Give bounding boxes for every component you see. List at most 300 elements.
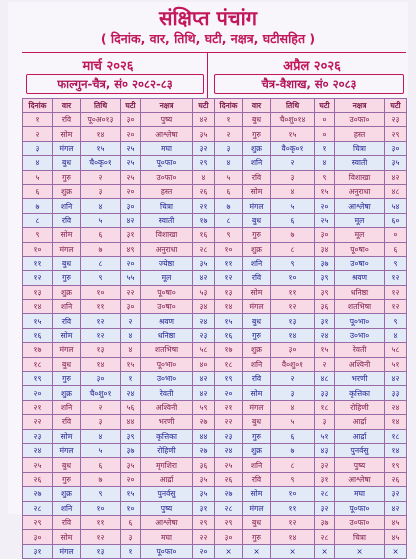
table-row (215, 530, 407, 544)
table-cell: बुध (243, 314, 271, 328)
column-header: नक्षत्र (335, 99, 385, 113)
page-subtitle: ( दिनांक, वार, तिथि, घटी, नक्षत्र, घटीसहित ) (100, 31, 316, 46)
table-cell: ३९ (315, 271, 335, 285)
table-cell: शनि (243, 458, 271, 472)
table-cell: २५ (121, 156, 141, 170)
table-cell: ९ (81, 271, 121, 285)
table-cell: रवि (243, 472, 271, 486)
table-cell: पुष्य (141, 113, 193, 127)
table-row (215, 343, 407, 357)
table-cell: १२ (215, 271, 243, 285)
table-cell: पुष्य (335, 458, 385, 472)
table-cell: २२ (121, 285, 141, 299)
table-cell: १० (81, 285, 121, 299)
table-cell: १ (215, 113, 243, 127)
table-cell: ११ (271, 285, 315, 299)
table-cell: २४ (315, 328, 335, 342)
table-row (23, 285, 215, 299)
table-cell: २ (23, 127, 53, 141)
samvat-label-march: फाल्गुन-चैत्र, सं० २०८२-८३ (26, 74, 204, 94)
table-cell: मघा (335, 487, 385, 501)
table-cell: २५ (23, 458, 53, 472)
table-cell: ४२ (385, 170, 407, 184)
table-cell: धनिष्ठा (141, 328, 193, 342)
table-cell: चै०शु०१ (81, 386, 121, 400)
table-cell: ४ (121, 328, 141, 342)
table-cell: ३२ (315, 458, 335, 472)
table-cell: १७ (193, 213, 215, 227)
table-cell: २२ (215, 415, 243, 429)
table-cell: १२ (385, 271, 407, 285)
table-cell: उ०फा० (141, 170, 193, 184)
table-cell: २० (121, 256, 141, 270)
table-cell: रवि (53, 113, 81, 127)
table-cell: १२ (271, 300, 315, 314)
table-cell: ३२ (385, 487, 407, 501)
table-cell: १२ (23, 271, 53, 285)
table-cell: ६ (121, 515, 141, 529)
table-cell: सोम (243, 184, 271, 198)
table-row (215, 386, 407, 400)
column-header: दिनांक (23, 99, 53, 113)
table-cell: ११ (81, 300, 121, 314)
table-cell: २४ (121, 386, 141, 400)
table-cell: शनि (53, 300, 81, 314)
table-cell: २९ (215, 515, 243, 529)
table-cell: ३१ (193, 501, 215, 515)
table-cell: ९ (271, 256, 315, 270)
table-cell: सोम (53, 228, 81, 242)
table-cell: अश्विनी (335, 357, 385, 371)
table-cell: २० (193, 544, 215, 558)
table-cell: ३२ (315, 501, 335, 515)
table-cell: १३ (271, 314, 315, 328)
table-cell: २७ (193, 415, 215, 429)
table-cell: शनि (53, 199, 81, 213)
table-cell: ९ (385, 256, 407, 270)
table-cell: १२ (81, 530, 121, 544)
table-cell: ३१ (315, 314, 335, 328)
table-cell: २१ (215, 400, 243, 414)
table-cell: पू०षा० (335, 242, 385, 256)
table-cell: १४ (81, 357, 121, 371)
table-cell: १४ (271, 328, 315, 342)
table-cell: ३० (121, 113, 141, 127)
column-header: वार (53, 99, 81, 113)
table-cell: आश्लेषा (141, 127, 193, 141)
table-cell: २ (121, 314, 141, 328)
table-cell: चै०शु०१४ (271, 113, 315, 127)
table-cell: १५ (121, 357, 141, 371)
table-cell: मघा (141, 530, 193, 544)
table-cell: १६ (215, 328, 243, 342)
table-cell: ३० (215, 530, 243, 544)
table-cell: ३० (315, 228, 335, 242)
table-row (23, 386, 215, 400)
table-cell: ९ (215, 228, 243, 242)
table-cell: २८ (193, 242, 215, 256)
table-cell: १० (271, 487, 315, 501)
table-cell: ३० (271, 343, 315, 357)
table-cell: २० (121, 184, 141, 198)
table-cell: ३४ (315, 242, 335, 256)
table-cell: ३ (271, 170, 315, 184)
table-cell: शुक्र (53, 184, 81, 198)
table-row (215, 184, 407, 198)
table-cell: २४ (23, 443, 53, 457)
table-cell: ६० (385, 213, 407, 227)
table-row (215, 458, 407, 472)
column-header: घटी (193, 99, 215, 113)
table-cell: ४२ (121, 213, 141, 227)
table-cell: सोम (243, 386, 271, 400)
table-cell: १५ (215, 314, 243, 328)
table-cell: बुध (243, 113, 271, 127)
table-cell: ३१ (121, 228, 141, 242)
table-cell: मघा (141, 141, 193, 155)
table-row (23, 343, 215, 357)
table-cell: २० (215, 386, 243, 400)
table-cell: १४ (81, 127, 121, 141)
table-cell: स्वाती (141, 213, 193, 227)
table-cell: सोम (53, 328, 81, 342)
table-row (215, 141, 407, 155)
panchang-sheet (8, 2, 408, 556)
table-cell: ५५ (121, 271, 141, 285)
table-row (23, 156, 215, 170)
table-cell: १९ (23, 372, 53, 386)
table-cell: ३४ (193, 300, 215, 314)
month-label-march: मार्च २०२६ (82, 59, 134, 74)
table-cell: मूल (141, 271, 193, 285)
table-cell: बुध (243, 213, 271, 227)
table-cell: भरणी (335, 372, 385, 386)
table-cell: आर्द्रा (335, 415, 385, 429)
table-cell: १० (23, 242, 53, 256)
table-cell: ६ (385, 242, 407, 256)
table-cell: शुक्र (53, 285, 81, 299)
table-cell: मूल (335, 213, 385, 227)
table-cell: आश्लेषा (335, 199, 385, 213)
table-row (23, 314, 215, 328)
table-row (23, 372, 215, 386)
table-cell: आर्द्रा (141, 472, 193, 486)
table-cell: ४२ (193, 372, 215, 386)
table-row (215, 285, 407, 299)
table-row (23, 199, 215, 213)
table-row (215, 400, 407, 414)
table-cell: उ०फा० (335, 515, 385, 529)
table-cell: १४ (385, 415, 407, 429)
table-cell: ३९ (121, 429, 141, 443)
table-row (215, 487, 407, 501)
table-cell: ५३ (193, 285, 215, 299)
table-row (23, 544, 215, 558)
table-cell: ३० (121, 300, 141, 314)
table-cell: १५ (121, 487, 141, 501)
table-cell: ४ (385, 328, 407, 342)
table-cell: ५४ (385, 199, 407, 213)
table-cell: १३ (23, 285, 53, 299)
table-cell: गुरु (53, 271, 81, 285)
table-cell: शनि (53, 400, 81, 414)
table-row (215, 415, 407, 429)
table-cell: उ०भा० (335, 328, 385, 342)
table-row (23, 256, 215, 270)
table-cell: पुनर्वसु (335, 443, 385, 457)
table-cell: गुरु (243, 127, 271, 141)
table-cell: ३ (215, 141, 243, 155)
table-cell: २२ (193, 530, 215, 544)
table-cell: उ०षा० (335, 256, 385, 270)
table-cell: ४२ (193, 386, 215, 400)
table-cell: रोहिणी (141, 443, 193, 457)
table-cell: २४ (193, 314, 215, 328)
table-cell: ३ (271, 386, 315, 400)
table-cell: २६ (215, 472, 243, 486)
table-cell: उ०भा० (141, 372, 193, 386)
table-cell: शनि (53, 501, 81, 515)
table-cell: २३ (385, 113, 407, 127)
table-cell: सोम (53, 127, 81, 141)
table-cell: २७ (23, 487, 53, 501)
table-cell: कृत्तिका (141, 429, 193, 443)
table-cell: मंगल (53, 141, 81, 155)
table-row (23, 472, 215, 486)
table-cell: गुरु (243, 328, 271, 342)
table-cell: ३ (81, 415, 121, 429)
table-cell: ९ (23, 228, 53, 242)
table-cell: ३ (23, 141, 53, 155)
table-row (23, 300, 215, 314)
table-cell: ३० (81, 372, 121, 386)
table-row (23, 501, 215, 515)
column-header: घटी (385, 99, 407, 113)
table-cell: २५ (121, 170, 141, 184)
table-cell: मंगल (243, 300, 271, 314)
table-cell: मंगल (53, 443, 81, 457)
table-row (215, 271, 407, 285)
table-cell: शुक्र (243, 443, 271, 457)
divider-line (22, 52, 406, 53)
table-cell: ९ (271, 472, 315, 486)
table-cell: ३ (81, 184, 121, 198)
table-cell: ५ (271, 199, 315, 213)
table-cell: ८ (271, 458, 315, 472)
table-cell: × (335, 544, 385, 558)
table-row (215, 544, 407, 558)
table-cell: शुक्र (53, 487, 81, 501)
table-cell: ३२ (193, 141, 215, 155)
table-cell: ९ (315, 170, 335, 184)
table-cell: २५ (121, 141, 141, 155)
table-cell: विशाखा (141, 228, 193, 242)
table-cell: ३३ (385, 386, 407, 400)
table-cell: मंगल (243, 501, 271, 515)
table-cell: ६ (81, 228, 121, 242)
table-cell: १ (315, 141, 335, 155)
table-row (23, 127, 215, 141)
table-cell: रेवती (335, 343, 385, 357)
table-cell: सोम (53, 530, 81, 544)
table-cell: १४ (215, 300, 243, 314)
table-cell: २३ (193, 328, 215, 342)
table-cell: अनुराधा (141, 242, 193, 256)
table-cell: २४ (215, 443, 243, 457)
table-cell: २० (121, 472, 141, 486)
table-cell: ११ (215, 256, 243, 270)
table-row (215, 256, 407, 270)
table-cell: २५ (315, 213, 335, 227)
table-cell: १९ (385, 458, 407, 472)
table-cell: वै०शु०१ (271, 357, 315, 371)
table-cell: २० (23, 386, 53, 400)
table-cell: १५ (23, 314, 53, 328)
table-row (23, 242, 215, 256)
table-cell: १८ (315, 400, 335, 414)
table-cell: २१ (23, 400, 53, 414)
table-cell: २३ (23, 429, 53, 443)
table-cell: × (243, 544, 271, 558)
table-cell: शुक्र (53, 386, 81, 400)
table-cell: १७ (215, 343, 243, 357)
column-header: घटी (315, 99, 335, 113)
table-cell: ३६ (315, 300, 335, 314)
table-cell: धनिष्ठा (335, 285, 385, 299)
table-row (215, 501, 407, 515)
table-cell: गुरु (243, 429, 271, 443)
table-cell: ० (385, 228, 407, 242)
table-cell: ४ (121, 343, 141, 357)
table-cell: उ०षा० (141, 300, 193, 314)
table-cell: १६ (193, 228, 215, 242)
table-cell: १२ (385, 300, 407, 314)
table-cell: ७ (215, 199, 243, 213)
table-row (215, 228, 407, 242)
table-cell: ३९ (315, 285, 335, 299)
table-cell: रवि (53, 515, 81, 529)
table-cell: आश्लेषा (335, 472, 385, 486)
table-cell: गुरु (53, 170, 81, 184)
table-cell: ५६ (121, 400, 141, 414)
table-row (23, 141, 215, 155)
table-row (215, 357, 407, 371)
table-cell: २१ (193, 199, 215, 213)
table-cell: गुरु (53, 372, 81, 386)
table-cell: ५८ (385, 343, 407, 357)
table-cell: ८ (23, 213, 53, 227)
table-cell: २ (81, 400, 121, 414)
table-cell: २९ (193, 156, 215, 170)
table-cell: ९ (385, 314, 407, 328)
table-cell: २० (315, 199, 335, 213)
table-row (215, 113, 407, 127)
table-row (215, 170, 407, 184)
table-cell: १५ (81, 141, 121, 155)
table-cell: १४ (271, 530, 315, 544)
table-cell: पू०फा० (141, 544, 193, 558)
table-cell: २ (81, 170, 121, 184)
table-cell: भरणी (141, 415, 193, 429)
table-cell: ३५ (193, 127, 215, 141)
column-header: घटी (121, 99, 141, 113)
table-cell: ४५ (385, 530, 407, 544)
table-cell: ३ (121, 530, 141, 544)
table-cell: मूल (335, 228, 385, 242)
table-row (215, 156, 407, 170)
table-cell: मंगल (53, 343, 81, 357)
table-row (215, 242, 407, 256)
table-cell: २८ (315, 530, 335, 544)
table-cell: ४ (315, 156, 335, 170)
table-cell: १२ (81, 328, 121, 342)
table-row (215, 199, 407, 213)
table-row (23, 458, 215, 472)
table-cell: शनि (243, 357, 271, 371)
table-cell: ४८ (385, 184, 407, 198)
table-cell: १७ (23, 343, 53, 357)
table-cell: हस्त (141, 184, 193, 198)
table-cell: × (271, 544, 315, 558)
table-cell: २३ (215, 429, 243, 443)
table-cell: ४८ (315, 372, 335, 386)
table-cell: पू०अ०१३ (81, 113, 121, 127)
table-cell: चित्रा (141, 199, 193, 213)
table-cell: १५ (315, 343, 335, 357)
column-divider (207, 52, 208, 98)
table-cell: २६ (193, 184, 215, 198)
table-cell: गुरु (243, 228, 271, 242)
april-table-body (215, 113, 407, 559)
table-cell: ११ (81, 515, 121, 529)
table-cell: ३७ (315, 515, 335, 529)
table-cell: २७ (193, 443, 215, 457)
table-cell: ११ (23, 256, 53, 270)
table-cell: ३५ (193, 472, 215, 486)
table-cell: मंगल (243, 199, 271, 213)
table-cell: ३५ (121, 458, 141, 472)
table-row (23, 170, 215, 184)
table-cell: ४३ (315, 443, 335, 457)
table-cell: ० (315, 127, 335, 141)
table-cell: २ (315, 357, 335, 371)
table-row (23, 328, 215, 342)
table-cell: श्रवण (141, 314, 193, 328)
table-cell: सोम (243, 487, 271, 501)
table-cell: रवि (53, 213, 81, 227)
table-cell: ३१ (23, 544, 53, 558)
table-row (215, 472, 407, 486)
table-cell: ५१ (385, 357, 407, 371)
table-cell: ४ (23, 156, 53, 170)
table-cell: ४ (271, 184, 315, 198)
table-cell: ० (315, 113, 335, 127)
table-cell: ७ (81, 242, 121, 256)
table-cell: १२ (385, 285, 407, 299)
table-cell: ४५ (385, 515, 407, 529)
table-cell: ४२ (385, 501, 407, 515)
table-cell: ४९ (121, 242, 141, 256)
table-cell: १५ (271, 127, 315, 141)
table-cell: ३६ (193, 458, 215, 472)
table-cell: ९ (81, 487, 121, 501)
table-header-row (215, 99, 407, 113)
table-cell: कृत्तिका (335, 386, 385, 400)
column-header: तिथि (271, 99, 315, 113)
table-row (215, 314, 407, 328)
table-cell: ५ (271, 415, 315, 429)
month-label-april: अप्रैल २०२६ (283, 59, 341, 74)
